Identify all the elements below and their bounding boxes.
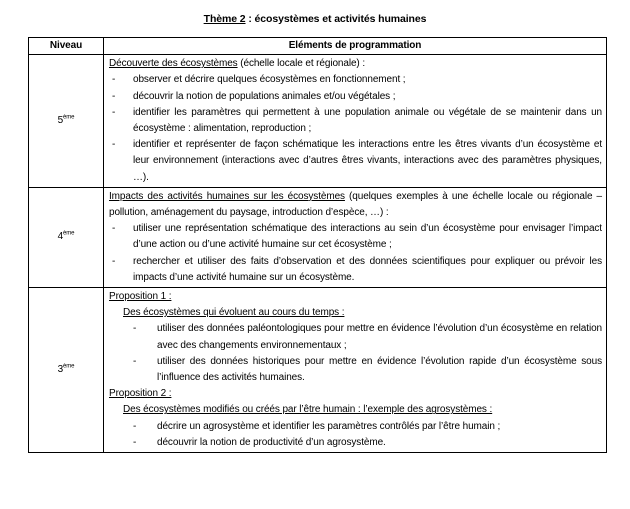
table-header-row [29,38,607,55]
proposition-subtitle: Des écosystèmes modifiés ou créés par l’être humain : l’exemple des agrosystèmes : [123,404,493,416]
level-number: 3 [57,363,64,375]
content-cell [104,288,607,453]
level-cell [29,288,104,453]
level-suffix: ème [63,363,75,370]
content-cell [104,187,607,287]
table-row-4eme [29,187,607,287]
section-heading: Découverte des écosystèmes [109,58,238,70]
document-title [0,13,630,25]
level-cell [29,187,104,287]
level-suffix: ème [63,114,75,121]
list-item: - utiliser des données historiques pour mettre en évidence l’évolution rapide d’un écosystème sous l’influence des activités humaines. [133,355,602,384]
list-item: - décrire un agrosystème et identifier les paramètres contrôlés par l’être humain ; [133,420,501,432]
list-item-text: utiliser des données paléontologiques pour mettre en évidence l’évolution d’un écosystème en relation avec des changements environnementaux ; [157,323,602,351]
list-item: - identifier les paramètres qui permettent à une population animale ou végétale de se maintenir dans un écosystème : alimentation, reproduction ; [112,106,602,135]
proposition-label: Proposition 2 : [109,388,172,400]
level-number: 5 [57,114,64,126]
list-item-text: identifier et représenter de façon schématique les interactions entre les êtres vivants d’un écosystème et leur environnement (interactions avec d’autres êtres vivants, interactions avec des paramètres physiques, …). [133,139,602,183]
section-intro [109,56,602,72]
list-item-text: découvrir la notion de productivité d’un agrosystème. [157,436,386,448]
list-item-text: décrire un agrosystème et identifier les paramètres contrôlés par l’être humain ; [157,420,501,432]
section-heading-rest: (échelle locale et régionale) : [237,58,366,70]
list-item-text: utiliser une représentation schématique des interactions au sein d’un écosystème pour envisager l’impact d’une action ou d’une activité humaine sur cet écosystème ; [133,223,602,251]
list-item-text: découvrir la notion de populations animales et/ou végétales ; [133,90,396,102]
content-cell [104,55,607,188]
section-heading: Impacts des activités humaines sur les écosystèmes [109,190,345,202]
section-heading-rest: (quelques exemples à une échelle locale ou régionale – pollution, aménagement du paysage, introduction d’espèce, …) : [109,190,602,219]
list-item: - découvrir la notion de productivité d’un agrosystème. [133,436,386,448]
proposition-label: Proposition 1 : [109,291,172,303]
list-item: - utiliser des données paléontologiques pour mettre en évidence l’évolution d’un écosystème en relation avec des changements environnementaux ; [133,323,602,351]
list-item: - découvrir la notion de populations animales et/ou végétales ; [112,90,396,102]
level-suffix: ème [63,231,75,237]
title-theme-text: : écosystèmes et activités humaines [245,13,427,25]
programme-table [28,37,607,453]
list-item-text: identifier les paramètres qui permettent à une population animale ou végétale de se maintenir dans un écosystème : alimentation, reproduction ; [133,106,602,135]
list-item-text: rechercher et utiliser des faits d’observation et des données scientifiques pour expliquer ou prévoir les impacts d’une activité humaine sur un écosystème. [133,255,602,283]
table-row-5eme [29,55,607,188]
list-item: - rechercher et utiliser des faits d’observation et des données scientifiques pour expliquer ou prévoir les impacts d’une activité humaine sur un écosystème. [112,255,602,283]
list-item-text: utiliser des données historiques pour mettre en évidence l’évolution rapide d’un écosystème sous l’influence des activités humaines. [157,355,602,384]
list-item: - utiliser une représentation schématique des interactions au sein d’un écosystème pour envisager l’impact d’une action ou d’une activité humaine sur cet écosystème ; [112,223,602,251]
section-intro [109,189,602,221]
table-row-3eme [29,288,607,453]
proposition-subtitle: Des écosystèmes qui évoluent au cours du temps : [123,307,345,319]
level-number: 4 [57,231,64,243]
header-elements: Eléments de programmation [104,38,607,55]
list-item-text: observer et décrire quelques écosystèmes en fonctionnement ; [133,74,406,86]
header-niveau: Niveau [29,38,104,55]
list-item: - identifier et représenter de façon schématique les interactions entre les êtres vivants d’un écosystème et leur environnement (interactions avec d’autres êtres vivants, interactions avec des paramètres physiques, …). [112,139,602,183]
list-item: - observer et décrire quelques écosystèmes en fonctionnement ; [112,74,406,86]
title-theme-label: Thème 2 [203,13,246,25]
level-cell [29,55,104,188]
